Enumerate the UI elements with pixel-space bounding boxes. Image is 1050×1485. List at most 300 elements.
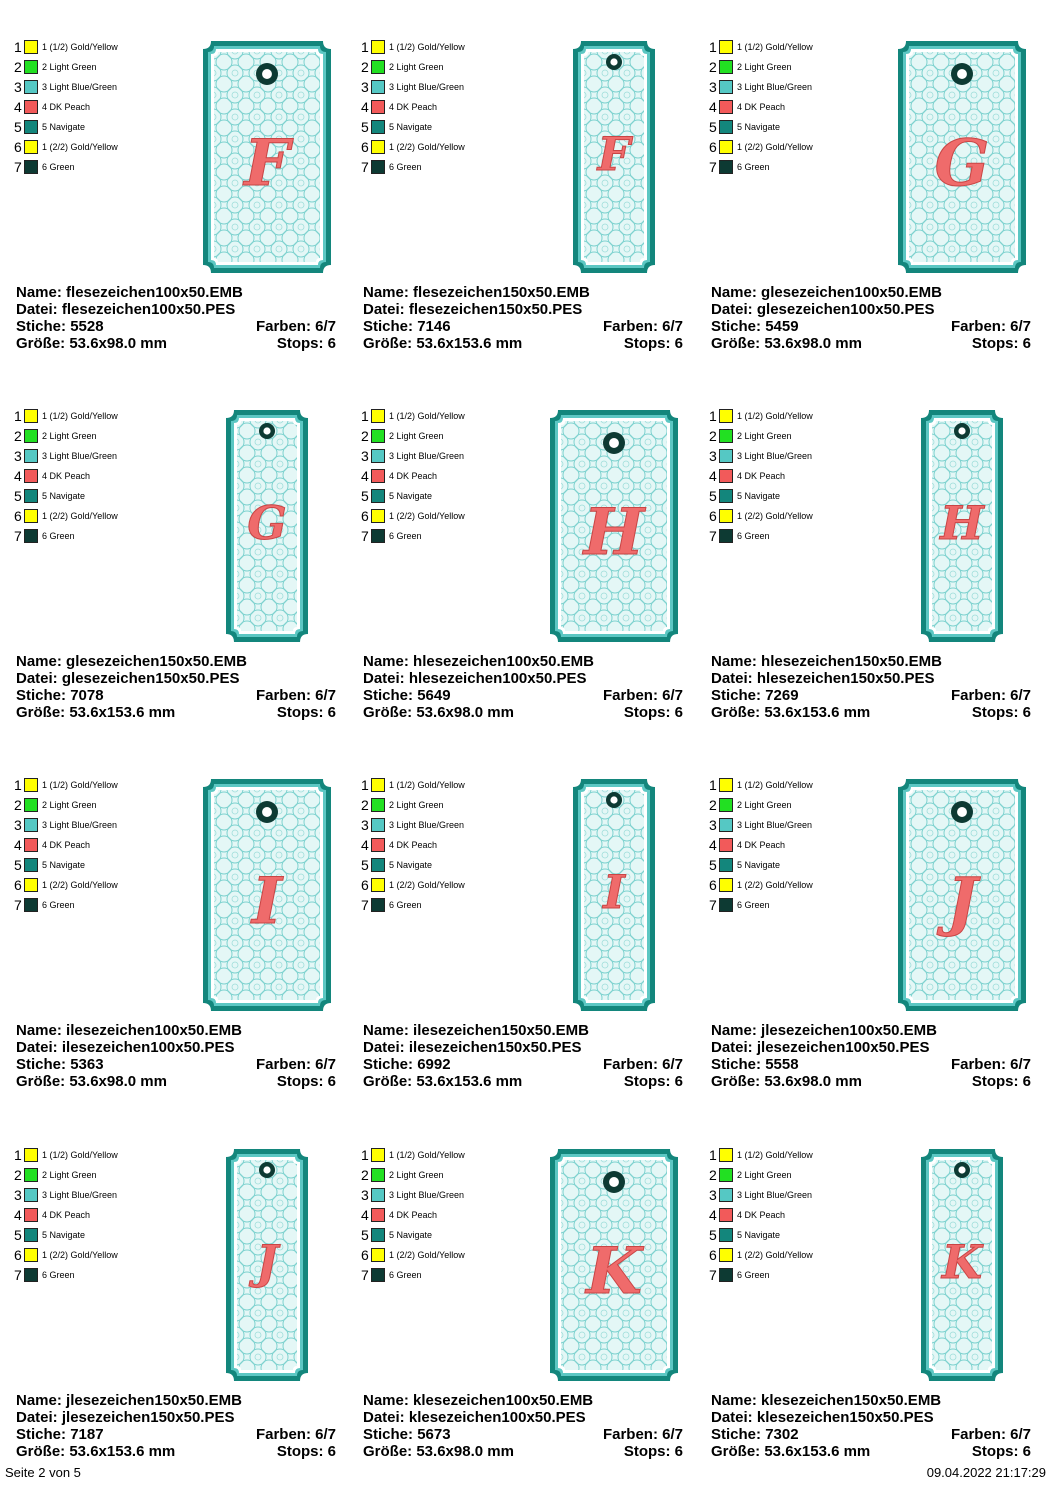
color-legend-item: [361, 856, 481, 876]
color-swatch: [719, 1168, 733, 1182]
color-swatch: [719, 160, 733, 174]
color-legend-item: [14, 1226, 134, 1246]
color-label: 4 DK Peach: [389, 102, 438, 112]
name-label: Name:: [711, 284, 757, 301]
design-card: [703, 10, 1043, 370]
stiche-label: Stiche:: [363, 1426, 414, 1443]
color-legend-item: [709, 118, 829, 138]
stitch-count: 7187: [70, 1426, 104, 1443]
color-number: 5: [709, 857, 717, 873]
color-legend-item: [14, 407, 134, 427]
tag-monogram: F: [244, 126, 290, 201]
stitch-count: 7269: [765, 687, 799, 704]
stiche-label: Stiche:: [711, 318, 762, 335]
color-legend-item: [361, 896, 481, 916]
color-label: 1 (1/2) Gold/Yellow: [389, 1150, 465, 1160]
color-number: 6: [361, 508, 369, 524]
color-swatch: [24, 529, 38, 543]
color-label: 6 Green: [389, 531, 422, 541]
groesse-label: Größe:: [711, 704, 761, 721]
color-swatch: [371, 80, 385, 94]
design-name: glesezeichen100x50.EMB: [761, 284, 942, 301]
design-card: [355, 748, 695, 1108]
stitch-count: 7078: [70, 687, 104, 704]
color-swatch: [24, 798, 38, 812]
color-legend-item: [361, 118, 481, 138]
color-swatch: [371, 409, 385, 423]
design-card: [8, 10, 348, 370]
color-count: 6/7: [662, 687, 683, 704]
color-swatch: [371, 160, 385, 174]
stop-count: 6: [1022, 704, 1031, 721]
color-number: 6: [709, 1247, 717, 1263]
design-size: 53.6x153.6 mm: [416, 1073, 523, 1090]
farben-label: Farben:: [602, 1426, 658, 1443]
design-name: ilesezeichen150x50.EMB: [413, 1022, 589, 1039]
groesse-label: Größe:: [16, 1073, 66, 1090]
color-legend-item: [361, 1246, 481, 1266]
color-label: 2 Light Green: [389, 1170, 444, 1180]
name-label: Name:: [363, 653, 409, 670]
color-legend-item: [361, 467, 481, 487]
color-legend-item: [709, 896, 829, 916]
stitch-count: 5528: [70, 318, 104, 335]
color-number: 5: [361, 857, 369, 873]
color-swatch: [24, 40, 38, 54]
color-count: 6/7: [1010, 318, 1031, 335]
design-info: [363, 1022, 683, 1090]
color-number: 7: [14, 1267, 22, 1283]
color-swatch: [719, 1228, 733, 1242]
color-label: 2 Light Green: [42, 1170, 97, 1180]
color-legend-item: [14, 836, 134, 856]
bookmark-preview: [549, 409, 679, 643]
stops-label: Stops:: [971, 1443, 1019, 1460]
datei-label: Datei:: [363, 1039, 405, 1056]
stops-label: Stops:: [623, 335, 671, 352]
design-info: [711, 1392, 1031, 1460]
color-legend-item: [709, 447, 829, 467]
design-file: hlesezeichen100x50.PES: [408, 670, 587, 687]
color-number: 3: [709, 79, 717, 95]
color-number: 2: [14, 1167, 22, 1183]
color-label: 1 (1/2) Gold/Yellow: [389, 411, 465, 421]
color-legend-item: [361, 78, 481, 98]
color-label: 4 DK Peach: [737, 1210, 786, 1220]
color-legend-item: [14, 856, 134, 876]
color-label: 3 Light Blue/Green: [42, 82, 118, 92]
color-number: 1: [709, 1147, 717, 1163]
bookmark-preview: [225, 409, 309, 643]
color-swatch: [371, 469, 385, 483]
stiche-label: Stiche:: [16, 687, 67, 704]
color-swatch: [371, 1148, 385, 1162]
groesse-label: Größe:: [363, 704, 413, 721]
color-swatch: [719, 798, 733, 812]
color-legend-item: [709, 138, 829, 158]
color-legend: [709, 776, 829, 916]
color-swatch: [719, 778, 733, 792]
stitch-count: 6992: [417, 1056, 451, 1073]
color-label: 2 Light Green: [737, 431, 792, 441]
color-swatch: [371, 1228, 385, 1242]
design-card: [703, 748, 1043, 1108]
color-legend-item: [709, 816, 829, 836]
bookmark-preview: [202, 40, 332, 274]
color-legend-item: [709, 776, 829, 796]
color-swatch: [24, 1188, 38, 1202]
color-legend-item: [361, 58, 481, 78]
stiche-label: Stiche:: [16, 1056, 67, 1073]
color-label: 2 Light Green: [737, 800, 792, 810]
color-legend-item: [14, 118, 134, 138]
design-name: jlesezeichen100x50.EMB: [761, 1022, 937, 1039]
color-legend-item: [361, 447, 481, 467]
color-swatch: [24, 509, 38, 523]
color-legend-item: [361, 876, 481, 896]
color-number: 4: [709, 1207, 717, 1223]
design-file: klesezeichen100x50.PES: [408, 1409, 586, 1426]
color-label: 4 DK Peach: [42, 471, 91, 481]
color-number: 2: [361, 428, 369, 444]
color-swatch: [371, 1208, 385, 1222]
color-legend-item: [709, 78, 829, 98]
color-swatch: [719, 100, 733, 114]
color-legend-item: [361, 98, 481, 118]
color-label: 3 Light Blue/Green: [737, 820, 813, 830]
color-swatch: [24, 1228, 38, 1242]
datei-label: Datei:: [711, 1039, 753, 1056]
farben-label: Farben:: [602, 318, 658, 335]
color-legend-item: [14, 776, 134, 796]
color-legend-item: [709, 836, 829, 856]
color-label: 2 Light Green: [42, 431, 97, 441]
color-number: 4: [709, 837, 717, 853]
color-number: 5: [361, 119, 369, 135]
color-label: 6 Green: [42, 531, 75, 541]
design-info: [711, 1022, 1031, 1090]
color-swatch: [371, 1268, 385, 1282]
color-swatch: [719, 529, 733, 543]
groesse-label: Größe:: [363, 1443, 413, 1460]
color-count: 6/7: [1010, 687, 1031, 704]
color-label: 1 (2/2) Gold/Yellow: [737, 142, 813, 152]
datei-label: Datei:: [16, 1409, 58, 1426]
farben-label: Farben:: [950, 1056, 1006, 1073]
tag-monogram: H: [940, 496, 984, 550]
color-swatch: [371, 120, 385, 134]
design-info: [16, 1022, 336, 1090]
color-legend-item: [709, 1166, 829, 1186]
stop-count: 6: [674, 1443, 683, 1460]
color-number: 3: [709, 1187, 717, 1203]
stop-count: 6: [327, 704, 336, 721]
stiche-label: Stiche:: [711, 1426, 762, 1443]
color-legend-item: [361, 487, 481, 507]
color-label: 6 Green: [737, 900, 770, 910]
tag-monogram: K: [942, 1235, 982, 1289]
color-legend: [14, 407, 134, 547]
design-card: [8, 748, 348, 1108]
color-number: 5: [709, 119, 717, 135]
color-legend-item: [361, 138, 481, 158]
stops-label: Stops:: [971, 1073, 1019, 1090]
color-number: 1: [361, 777, 369, 793]
stitch-count: 7146: [417, 318, 451, 335]
color-swatch: [719, 1148, 733, 1162]
design-file: ilesezeichen100x50.PES: [61, 1039, 235, 1056]
design-name: flesezeichen100x50.EMB: [66, 284, 243, 301]
color-swatch: [719, 1248, 733, 1262]
design-file: glesezeichen150x50.PES: [61, 670, 240, 687]
color-swatch: [719, 858, 733, 872]
color-legend-item: [14, 1206, 134, 1226]
color-legend: [361, 776, 481, 916]
color-label: 5 Navigate: [737, 491, 781, 501]
groesse-label: Größe:: [16, 1443, 66, 1460]
datei-label: Datei:: [363, 301, 405, 318]
color-number: 7: [361, 528, 369, 544]
name-label: Name:: [16, 284, 62, 301]
color-legend-item: [361, 407, 481, 427]
name-label: Name:: [363, 1022, 409, 1039]
datei-label: Datei:: [711, 670, 753, 687]
color-legend-item: [14, 507, 134, 527]
color-label: 1 (1/2) Gold/Yellow: [42, 780, 118, 790]
color-legend: [361, 407, 481, 547]
color-swatch: [371, 100, 385, 114]
color-legend-item: [14, 1186, 134, 1206]
color-count: 6/7: [1010, 1426, 1031, 1443]
farben-label: Farben:: [950, 1426, 1006, 1443]
color-swatch: [371, 838, 385, 852]
color-label: 3 Light Blue/Green: [389, 1190, 465, 1200]
color-number: 2: [14, 428, 22, 444]
color-number: 4: [14, 1207, 22, 1223]
tag-monogram: G: [934, 126, 990, 201]
color-legend-item: [361, 836, 481, 856]
design-info: [16, 1392, 336, 1460]
color-swatch: [24, 60, 38, 74]
tag-monogram: J: [256, 1235, 278, 1289]
tag-monogram: F: [597, 127, 631, 181]
tag-monogram: I: [252, 864, 282, 939]
stitch-count: 7302: [765, 1426, 799, 1443]
color-number: 3: [14, 79, 22, 95]
color-swatch: [719, 449, 733, 463]
color-label: 4 DK Peach: [42, 840, 91, 850]
color-legend: [361, 1146, 481, 1286]
design-file: hlesezeichen150x50.PES: [756, 670, 935, 687]
print-timestamp: 09.04.2022 21:17:29: [926, 1465, 1046, 1480]
color-label: 1 (1/2) Gold/Yellow: [42, 411, 118, 421]
datei-label: Datei:: [363, 1409, 405, 1426]
color-swatch: [719, 120, 733, 134]
color-legend-item: [361, 776, 481, 796]
color-label: 4 DK Peach: [389, 840, 438, 850]
color-label: 1 (2/2) Gold/Yellow: [389, 1250, 465, 1260]
design-size: 53.6x98.0 mm: [416, 704, 514, 721]
tag-monogram: H: [583, 495, 645, 570]
color-label: 3 Light Blue/Green: [737, 1190, 813, 1200]
color-number: 7: [361, 159, 369, 175]
groesse-label: Größe:: [16, 335, 66, 352]
design-name: klesezeichen150x50.EMB: [761, 1392, 942, 1409]
design-card: [703, 379, 1043, 739]
design-size: 53.6x98.0 mm: [69, 1073, 167, 1090]
color-swatch: [371, 858, 385, 872]
design-info: [363, 1392, 683, 1460]
color-number: 4: [709, 99, 717, 115]
color-swatch: [24, 449, 38, 463]
color-label: 6 Green: [42, 162, 75, 172]
color-label: 4 DK Peach: [737, 840, 786, 850]
color-legend: [709, 38, 829, 178]
color-swatch: [719, 509, 733, 523]
color-legend-item: [14, 1166, 134, 1186]
stop-count: 6: [674, 704, 683, 721]
color-label: 5 Navigate: [389, 491, 433, 501]
color-number: 6: [709, 508, 717, 524]
color-label: 5 Navigate: [737, 122, 781, 132]
stitch-count: 5459: [765, 318, 799, 335]
color-swatch: [719, 60, 733, 74]
stops-label: Stops:: [623, 1073, 671, 1090]
color-legend-item: [709, 527, 829, 547]
stops-label: Stops:: [623, 1443, 671, 1460]
color-count: 6/7: [662, 318, 683, 335]
bookmark-preview: [202, 778, 332, 1012]
design-file: klesezeichen150x50.PES: [756, 1409, 934, 1426]
stops-label: Stops:: [276, 1073, 324, 1090]
color-swatch: [719, 140, 733, 154]
color-legend-item: [709, 158, 829, 178]
color-legend-item: [14, 876, 134, 896]
color-swatch: [371, 778, 385, 792]
stop-count: 6: [327, 1443, 336, 1460]
color-number: 2: [361, 59, 369, 75]
color-legend-item: [14, 527, 134, 547]
color-label: 2 Light Green: [389, 800, 444, 810]
tag-monogram: I: [603, 865, 625, 919]
color-swatch: [371, 1248, 385, 1262]
color-swatch: [24, 858, 38, 872]
color-label: 1 (2/2) Gold/Yellow: [737, 880, 813, 890]
color-label: 6 Green: [389, 900, 422, 910]
design-size: 53.6x98.0 mm: [764, 335, 862, 352]
color-legend-item: [361, 1206, 481, 1226]
name-label: Name:: [16, 653, 62, 670]
color-number: 2: [14, 797, 22, 813]
design-info: [711, 653, 1031, 721]
color-legend-item: [361, 427, 481, 447]
color-number: 1: [361, 39, 369, 55]
design-info: [711, 284, 1031, 352]
color-swatch: [24, 409, 38, 423]
color-swatch: [371, 449, 385, 463]
datei-label: Datei:: [16, 670, 58, 687]
color-label: 1 (1/2) Gold/Yellow: [737, 780, 813, 790]
color-count: 6/7: [662, 1056, 683, 1073]
farben-label: Farben:: [602, 687, 658, 704]
bookmark-preview: [549, 1148, 679, 1382]
design-file: jlesezeichen150x50.PES: [61, 1409, 235, 1426]
color-swatch: [24, 100, 38, 114]
color-label: 4 DK Peach: [42, 1210, 91, 1220]
datei-label: Datei:: [16, 1039, 58, 1056]
color-swatch: [24, 1268, 38, 1282]
stop-count: 6: [327, 335, 336, 352]
color-swatch: [24, 1168, 38, 1182]
color-label: 1 (1/2) Gold/Yellow: [42, 1150, 118, 1160]
color-count: 6/7: [315, 318, 336, 335]
color-legend-item: [361, 1186, 481, 1206]
color-swatch: [24, 489, 38, 503]
tag-monogram: J: [946, 864, 978, 939]
color-number: 4: [361, 1207, 369, 1223]
color-legend-item: [14, 1266, 134, 1286]
color-number: 6: [361, 1247, 369, 1263]
design-card: [355, 10, 695, 370]
color-legend: [709, 407, 829, 547]
color-legend-item: [14, 467, 134, 487]
color-legend-item: [709, 856, 829, 876]
color-label: 2 Light Green: [42, 62, 97, 72]
color-number: 1: [14, 777, 22, 793]
color-number: 3: [14, 1187, 22, 1203]
color-swatch: [24, 140, 38, 154]
color-swatch: [371, 429, 385, 443]
groesse-label: Größe:: [711, 1073, 761, 1090]
color-number: 2: [709, 797, 717, 813]
color-number: 1: [361, 408, 369, 424]
datei-label: Datei:: [363, 670, 405, 687]
color-label: 4 DK Peach: [389, 1210, 438, 1220]
design-card: [8, 379, 348, 739]
design-info: [16, 653, 336, 721]
color-label: 1 (1/2) Gold/Yellow: [42, 42, 118, 52]
color-label: 1 (2/2) Gold/Yellow: [42, 142, 118, 152]
color-number: 3: [709, 448, 717, 464]
bookmark-preview: [572, 40, 656, 274]
color-swatch: [719, 838, 733, 852]
color-label: 2 Light Green: [737, 62, 792, 72]
color-legend-item: [14, 38, 134, 58]
name-label: Name:: [16, 1022, 62, 1039]
color-legend-item: [14, 58, 134, 78]
color-label: 5 Navigate: [389, 1230, 433, 1240]
color-legend-item: [14, 816, 134, 836]
color-label: 4 DK Peach: [737, 471, 786, 481]
color-legend-item: [361, 1166, 481, 1186]
color-swatch: [24, 778, 38, 792]
color-number: 6: [14, 1247, 22, 1263]
color-legend-item: [709, 1266, 829, 1286]
color-swatch: [24, 160, 38, 174]
color-legend-item: [361, 816, 481, 836]
tag-monogram: K: [586, 1234, 642, 1309]
design-size: 53.6x98.0 mm: [764, 1073, 862, 1090]
color-label: 1 (2/2) Gold/Yellow: [389, 511, 465, 521]
color-number: 5: [14, 1227, 22, 1243]
color-number: 2: [14, 59, 22, 75]
color-legend-item: [14, 447, 134, 467]
stop-count: 6: [1022, 1073, 1031, 1090]
color-label: 5 Navigate: [42, 860, 86, 870]
design-name: jlesezeichen150x50.EMB: [66, 1392, 242, 1409]
color-label: 1 (1/2) Gold/Yellow: [389, 780, 465, 790]
color-number: 1: [709, 39, 717, 55]
